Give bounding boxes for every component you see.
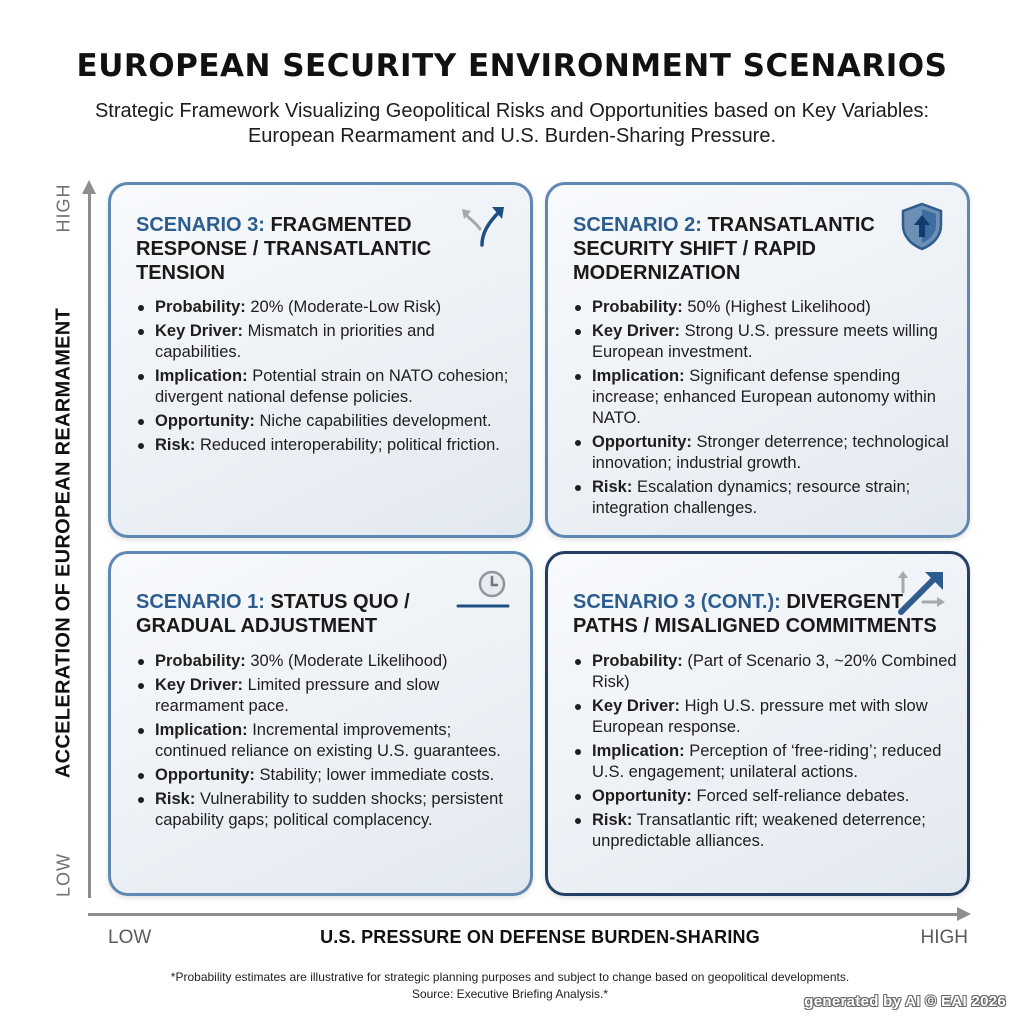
bullet-text: Significant defense spending increase; enhanced European autonomy within NATO. xyxy=(592,367,936,427)
bullet-text: Perception of ‘free-riding’; reduced U.S. engagement; unilateral actions. xyxy=(592,742,942,781)
y-axis-arrow-icon xyxy=(82,180,96,194)
bullet-text: Mismatch in priorities and capabilities. xyxy=(155,322,435,361)
scenario-title: FRAGMENTED RESPONSE / TRANSATLANTIC TENSION xyxy=(136,214,432,284)
x-axis-line xyxy=(88,913,960,916)
scenario-bullet-list xyxy=(136,297,521,459)
bullet-probability xyxy=(573,651,958,693)
bullet-label: Implication: xyxy=(592,742,685,760)
x-axis-title: U.S. PRESSURE ON DEFENSE BURDEN-SHARING xyxy=(320,927,760,947)
scenario-bullet-list xyxy=(573,651,958,855)
y-axis-high-label: HIGH xyxy=(53,183,74,233)
scenario-heading xyxy=(136,590,506,638)
y-axis-title: ACCELERATION OF EUROPEAN REARMAMENT xyxy=(52,307,75,779)
bullet-implication xyxy=(136,720,521,762)
bullet-text: Escalation dynamics; resource strain; integration challenges. xyxy=(592,478,911,517)
scenario-heading xyxy=(573,213,893,285)
bullet-opportunity xyxy=(136,411,521,432)
scenario-number: SCENARIO 2: xyxy=(573,214,702,236)
footnote xyxy=(120,969,900,1003)
bullet-text: High U.S. pressure met with slow European response. xyxy=(592,697,928,736)
x-axis-low-label: LOW xyxy=(108,927,152,948)
diverging-arrows-icon xyxy=(458,199,508,249)
bullet-text: Vulnerability to sudden shocks; persistent capability gaps; political complacency. xyxy=(155,790,503,829)
bullet-opportunity xyxy=(136,765,521,786)
bullet-text: Strong U.S. pressure meets willing European investment. xyxy=(592,322,938,361)
bullet-probability xyxy=(573,297,958,318)
bullet-text: 30% (Moderate Likelihood) xyxy=(250,652,448,670)
bullet-label: Implication: xyxy=(592,367,685,385)
footnote-source: Source: Executive Briefing Analysis.* xyxy=(411,987,609,1001)
bullet-risk xyxy=(573,477,958,519)
bullet-label: Probability: xyxy=(592,298,683,316)
x-axis-arrow-icon xyxy=(957,907,971,921)
bullet-implication xyxy=(573,366,958,429)
bullet-text: Potential strain on NATO cohesion; divergent national defense policies. xyxy=(155,367,509,406)
scenario-number: SCENARIO 3 (CONT.): xyxy=(573,591,781,613)
bullet-probability xyxy=(136,297,521,318)
bullet-text: (Part of Scenario 3, ~20% Combined Risk) xyxy=(592,652,957,691)
bullet-risk xyxy=(136,435,521,456)
bullet-key-driver xyxy=(573,696,958,738)
bullet-label: Risk: xyxy=(155,790,196,808)
bullet-key-driver xyxy=(573,321,958,363)
scenario-bullet-list xyxy=(573,297,958,522)
scenario-card-top-right xyxy=(545,182,970,538)
bullet-label: Probability: xyxy=(155,298,246,316)
scenario-number: SCENARIO 1: xyxy=(136,591,265,613)
scenario-card-bottom-left xyxy=(108,551,533,896)
bullet-text: Niche capabilities development. xyxy=(259,412,492,430)
bullet-text: Reduced interoperability; political friction. xyxy=(199,436,500,454)
watermark: generated by AI © EAI 2026 xyxy=(804,993,1006,1010)
bullet-implication xyxy=(136,366,521,408)
scenario-heading xyxy=(136,213,456,285)
bullet-label: Opportunity: xyxy=(155,766,255,784)
bullet-text: Incremental improvements; continued reliance on existing U.S. guarantees. xyxy=(155,721,501,760)
bullet-text: Stability; lower immediate costs. xyxy=(259,766,495,784)
scenario-title: STATUS QUO / GRADUAL ADJUSTMENT xyxy=(136,591,410,637)
y-axis-line xyxy=(88,192,91,898)
scenario-card-top-left xyxy=(108,182,533,538)
page-subtitle: Strategic Framework Visualizing Geopolitical Risks and Opportunities based on Key Variables: European Rearmament and U.S. Burden-Sharing Pressure. xyxy=(94,100,930,147)
bullet-label: Opportunity: xyxy=(155,412,255,430)
scenario-title: TRANSATLANTIC SECURITY SHIFT / RAPID MODERNIZATION xyxy=(573,214,875,284)
scenario-card-bottom-right xyxy=(545,551,970,896)
bullet-label: Risk: xyxy=(592,478,633,496)
bullet-implication xyxy=(573,741,958,783)
y-axis-low-label: LOW xyxy=(53,852,74,898)
bullet-key-driver xyxy=(136,321,521,363)
bullet-label: Key Driver: xyxy=(155,676,244,694)
bullet-label: Key Driver: xyxy=(155,322,244,340)
bullet-text: 50% (Highest Likelihood) xyxy=(687,298,871,316)
bullet-label: Implication: xyxy=(155,721,248,739)
bullet-risk xyxy=(136,789,521,831)
scenario-number: SCENARIO 3: xyxy=(136,214,265,236)
page-title: EUROPEAN SECURITY ENVIRONMENT SCENARIOS xyxy=(76,48,948,84)
bullet-label: Risk: xyxy=(155,436,196,454)
bullet-probability xyxy=(136,651,521,672)
shield-arrow-icon xyxy=(899,201,945,251)
bullet-label: Key Driver: xyxy=(592,322,681,340)
bullet-opportunity xyxy=(573,786,958,807)
bullet-label: Opportunity: xyxy=(592,433,692,451)
bullet-text: Stronger deterrence; technological innovation; industrial growth. xyxy=(592,433,949,472)
bullet-risk xyxy=(573,810,958,852)
scenario-heading xyxy=(573,590,943,638)
bullet-key-driver xyxy=(136,675,521,717)
bullet-label: Implication: xyxy=(155,367,248,385)
bullet-text: Transatlantic rift; weakened deterrence; unpredictable alliances. xyxy=(592,811,926,850)
footnote-disclaimer: *Probability estimates are illustrative for strategic planning purposes and subject to change based on geopolitical developments. xyxy=(170,970,850,984)
x-axis-high-label: HIGH xyxy=(920,927,968,948)
bullet-label: Key Driver: xyxy=(592,697,681,715)
bullet-text: Forced self-reliance debates. xyxy=(696,787,910,805)
bullet-label: Probability: xyxy=(592,652,683,670)
bullet-label: Opportunity: xyxy=(592,787,692,805)
scenario-bullet-list xyxy=(136,651,521,834)
bullet-label: Risk: xyxy=(592,811,633,829)
scenario-title: DIVERGENT PATHS / MISALIGNED COMMITMENTS xyxy=(573,591,937,637)
bullet-text: 20% (Moderate-Low Risk) xyxy=(250,298,442,316)
bullet-label: Probability: xyxy=(155,652,246,670)
bullet-opportunity xyxy=(573,432,958,474)
bullet-text: Limited pressure and slow rearmament pace. xyxy=(155,676,440,715)
